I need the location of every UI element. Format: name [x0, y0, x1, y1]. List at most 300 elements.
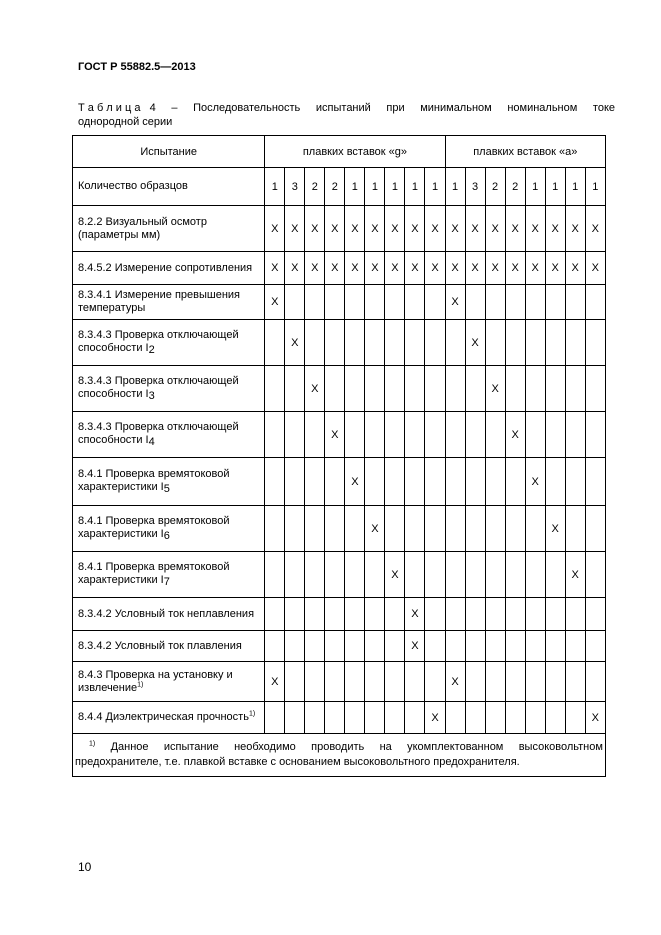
table-cell	[325, 598, 345, 631]
test-name-cell	[73, 631, 265, 662]
table-cell	[345, 598, 365, 631]
test-name: 8.4.1 Проверка времятоковой характеристики I	[78, 467, 230, 493]
test-name-cell	[73, 552, 265, 598]
table-cell	[385, 662, 405, 702]
caption-dash: –	[171, 102, 178, 114]
table-cell	[425, 458, 445, 506]
table-cell	[365, 631, 385, 662]
test-name-cell	[73, 702, 265, 734]
table-cell	[445, 366, 465, 412]
table-cell	[485, 506, 505, 552]
table-cell	[465, 598, 485, 631]
table-cell	[565, 506, 585, 552]
table-cell	[545, 702, 565, 734]
table-cell	[405, 702, 425, 734]
current-index: 7	[163, 575, 170, 588]
table-cell	[445, 320, 465, 366]
table-cell	[545, 458, 565, 506]
table-cell	[265, 412, 285, 458]
table-cell	[425, 631, 445, 662]
table-cell	[345, 662, 365, 702]
table-cell	[365, 458, 385, 506]
table-cell	[465, 412, 485, 458]
table-cell	[425, 662, 445, 702]
test-mark-cell: X	[405, 598, 425, 631]
table-cell: 1	[545, 168, 565, 206]
table-cell	[585, 631, 605, 662]
table-row	[73, 366, 606, 412]
table-cell	[405, 552, 425, 598]
header-group-g: плавких вставок «g»	[265, 136, 445, 168]
test-mark-cell: X	[425, 252, 445, 285]
table-cell: 2	[325, 168, 345, 206]
table-cell	[565, 320, 585, 366]
table-cell	[325, 506, 345, 552]
table-cell	[365, 285, 385, 320]
table-cell	[425, 366, 445, 412]
table-cell	[405, 458, 425, 506]
caption-word: номинальном	[507, 102, 578, 114]
test-mark-cell: X	[565, 552, 585, 598]
table-cell	[505, 552, 525, 598]
table-cell	[585, 285, 605, 320]
test-mark-cell: X	[565, 252, 585, 285]
test-mark-cell: X	[285, 206, 305, 252]
test-mark-cell: X	[485, 252, 505, 285]
table-cell	[565, 662, 585, 702]
table-cell	[425, 412, 445, 458]
test-mark-cell: X	[585, 252, 605, 285]
test-mark-cell: X	[505, 412, 525, 458]
table-cell	[345, 702, 365, 734]
table-cell	[265, 320, 285, 366]
test-name: 8.4.4 Диэлектрическая прочность	[78, 711, 249, 723]
table-cell: 1	[405, 168, 425, 206]
test-name-cell	[73, 662, 265, 702]
test-mark-cell: X	[405, 631, 425, 662]
table-cell	[425, 506, 445, 552]
table-cell	[525, 320, 545, 366]
table-cell: 1	[565, 168, 585, 206]
table-cell	[405, 320, 425, 366]
table-cell	[285, 458, 305, 506]
footnote-word: высоковольтном	[518, 741, 603, 753]
table-cell	[525, 702, 545, 734]
test-name: 8.3.4.2 Условный ток неплавления	[78, 607, 255, 620]
test-mark-cell: X	[285, 252, 305, 285]
caption-label: Т а б л и ц а 4	[78, 102, 156, 114]
table-cell	[385, 631, 405, 662]
table-cell	[285, 506, 305, 552]
table-cell: 2	[305, 168, 325, 206]
table-cell	[585, 662, 605, 702]
table-cell	[445, 631, 465, 662]
table-cell	[345, 552, 365, 598]
table-cell	[265, 631, 285, 662]
table-cell: 1	[345, 168, 365, 206]
test-mark-cell: X	[305, 252, 325, 285]
test-mark-cell: X	[405, 206, 425, 252]
table-cell	[345, 631, 365, 662]
table-cell: 1	[525, 168, 545, 206]
test-mark-cell: X	[485, 206, 505, 252]
table-cell	[545, 631, 565, 662]
current-index: 4	[148, 435, 155, 448]
footnote-word: испытание	[163, 741, 219, 753]
table-cell	[325, 552, 345, 598]
test-name-cell	[73, 366, 265, 412]
table-cell	[445, 702, 465, 734]
test-mark-cell: X	[465, 320, 485, 366]
table-cell	[505, 506, 525, 552]
footnote-line-2: предохранителе, т.е. плавкой вставке с основанием высоковольтного предохранителя.	[75, 756, 520, 768]
table-cell	[525, 552, 545, 598]
table-cell	[485, 631, 505, 662]
test-mark-cell: X	[565, 206, 585, 252]
test-mark-cell: X	[485, 366, 505, 412]
test-name: 8.4.1 Проверка времятоковой характеристики I	[78, 560, 230, 586]
table-cell	[565, 631, 585, 662]
test-mark-cell: X	[365, 252, 385, 285]
table-cell	[305, 458, 325, 506]
table-cell	[565, 702, 585, 734]
table-cell	[585, 320, 605, 366]
table-cell	[305, 552, 325, 598]
table-cell	[525, 506, 545, 552]
caption-word: при	[386, 102, 405, 114]
table-cell	[485, 662, 505, 702]
table-cell	[385, 506, 405, 552]
footnote	[73, 734, 606, 777]
table-cell	[305, 598, 325, 631]
table-cell	[465, 552, 485, 598]
test-mark-cell: X	[445, 252, 465, 285]
test-mark-cell: X	[585, 702, 605, 734]
test-name: 8.4.1 Проверка времятоковой характеристики I	[78, 514, 230, 540]
test-mark-cell: X	[265, 252, 285, 285]
test-name: 8.3.4.3 Проверка отключающей способности I	[78, 374, 239, 400]
table-cell	[405, 366, 425, 412]
table-cell	[285, 285, 305, 320]
test-mark-cell: X	[585, 206, 605, 252]
table-row	[73, 206, 606, 252]
test-mark-cell: X	[525, 206, 545, 252]
table-cell	[585, 506, 605, 552]
test-name-cell	[73, 458, 265, 506]
table-row	[73, 506, 606, 552]
test-name-cell	[73, 320, 265, 366]
table-cell: 1	[445, 168, 465, 206]
caption-word: минимальном	[420, 102, 492, 114]
test-mark-cell: X	[445, 206, 465, 252]
table-cell	[285, 366, 305, 412]
table-cell	[305, 702, 325, 734]
test-mark-cell: X	[345, 206, 365, 252]
table-cell	[585, 598, 605, 631]
table-cell	[285, 598, 305, 631]
footnote-word: необходимо	[234, 741, 296, 753]
test-mark-cell: X	[405, 252, 425, 285]
test-mark-cell: X	[445, 662, 465, 702]
table-cell	[405, 285, 425, 320]
table-cell	[385, 458, 405, 506]
table-cell	[465, 662, 485, 702]
table-cell	[585, 366, 605, 412]
table-cell	[345, 506, 365, 552]
footnote-word: Данное	[110, 741, 149, 753]
test-mark-cell: X	[285, 320, 305, 366]
table-cell	[305, 662, 325, 702]
table-cell	[305, 506, 325, 552]
table-cell	[405, 662, 425, 702]
test-mark-cell: X	[265, 662, 285, 702]
test-name-cell	[73, 598, 265, 631]
test-mark-cell: X	[545, 506, 565, 552]
table-cell	[385, 366, 405, 412]
table-cell	[465, 631, 485, 662]
table-cell	[465, 366, 485, 412]
table-cell	[485, 412, 505, 458]
test-mark-cell: X	[345, 252, 365, 285]
table-cell	[345, 320, 365, 366]
table-cell	[545, 320, 565, 366]
test-mark-cell: X	[265, 206, 285, 252]
table-cell	[485, 458, 505, 506]
table-cell	[565, 285, 585, 320]
table-row	[73, 631, 606, 662]
table-cell	[565, 458, 585, 506]
table-cell	[465, 285, 485, 320]
test-name-cell	[73, 285, 265, 320]
table-cell	[285, 631, 305, 662]
table-row	[73, 552, 606, 598]
table-cell	[485, 320, 505, 366]
standard-designation: ГОСТ Р 55882.5—2013	[78, 61, 196, 73]
test-name: 8.3.4.2 Условный ток плавления	[78, 639, 242, 652]
table-row	[73, 702, 606, 734]
table-cell	[425, 320, 445, 366]
table-cell	[505, 366, 525, 412]
current-index: 3	[148, 389, 155, 402]
table-cell	[585, 412, 605, 458]
table-cell	[405, 412, 425, 458]
test-name: 8.3.4.1 Измерение превышения температуры	[78, 289, 241, 314]
table-cell	[525, 662, 545, 702]
footnote-mark: 1)	[89, 740, 96, 748]
table-cell	[485, 598, 505, 631]
current-index: 5	[163, 482, 170, 495]
table-cell	[325, 285, 345, 320]
caption-line-2: однородной серии	[78, 116, 173, 128]
footnote-ref: 1)	[248, 710, 256, 718]
table-cell	[585, 552, 605, 598]
test-mark-cell: X	[385, 252, 405, 285]
table-cell	[545, 662, 565, 702]
table-cell	[425, 285, 445, 320]
table-cell	[545, 285, 565, 320]
table-cell	[445, 506, 465, 552]
table-cell	[325, 320, 345, 366]
table-cell	[545, 552, 565, 598]
table-cell	[505, 702, 525, 734]
test-name-cell	[73, 206, 265, 252]
table-cell	[565, 366, 585, 412]
table-cell	[385, 702, 405, 734]
test-name: Количество образцов	[78, 180, 188, 192]
test-name-cell	[73, 506, 265, 552]
table-cell	[525, 366, 545, 412]
table-row	[73, 320, 606, 366]
table-cell	[445, 598, 465, 631]
table-cell	[505, 458, 525, 506]
test-mark-cell: X	[525, 458, 545, 506]
table-cell: 1	[425, 168, 445, 206]
footnote-word: проводить	[311, 741, 365, 753]
table-cell: 3	[285, 168, 305, 206]
table-cell	[325, 662, 345, 702]
test-mark-cell: X	[385, 552, 405, 598]
table-cell	[265, 366, 285, 412]
table-cell	[305, 412, 325, 458]
table-cell	[525, 285, 545, 320]
test-sequence-table	[72, 135, 606, 777]
table-cell	[265, 552, 285, 598]
test-mark-cell: X	[385, 206, 405, 252]
table-cell	[505, 285, 525, 320]
table-row	[73, 252, 606, 285]
table-cell	[565, 412, 585, 458]
table-cell	[265, 702, 285, 734]
test-mark-cell: X	[305, 206, 325, 252]
table-cell	[285, 662, 305, 702]
table-row	[73, 168, 606, 206]
table-cell	[485, 552, 505, 598]
table-row	[73, 412, 606, 458]
test-name: 8.2.2 Визуальный осмотр (параметры мм)	[78, 215, 207, 241]
table-cell	[465, 702, 485, 734]
table-cell	[385, 598, 405, 631]
table-cell	[405, 506, 425, 552]
table-cell	[345, 285, 365, 320]
table-cell	[565, 598, 585, 631]
test-name: 8.4.5.2 Измерение сопротивления	[78, 261, 253, 274]
table-cell	[365, 552, 385, 598]
table-cell	[445, 458, 465, 506]
table-cell	[385, 412, 405, 458]
footnote-row	[73, 734, 606, 777]
table-cell	[285, 412, 305, 458]
table-cell	[345, 366, 365, 412]
table-cell	[425, 552, 445, 598]
page-number: 10	[78, 860, 92, 874]
table-cell	[545, 412, 565, 458]
table-row	[73, 598, 606, 631]
table-cell	[345, 412, 365, 458]
test-mark-cell: X	[525, 252, 545, 285]
table-cell	[305, 320, 325, 366]
table-row	[73, 458, 606, 506]
footnote-ref: 1)	[137, 680, 144, 688]
header-test: Испытание	[73, 136, 265, 168]
table-cell	[505, 598, 525, 631]
header-group-a: плавких вставок «a»	[445, 136, 605, 168]
test-mark-cell: X	[325, 412, 345, 458]
table-cell	[425, 598, 445, 631]
table-cell	[265, 598, 285, 631]
test-mark-cell: X	[445, 285, 465, 320]
test-mark-cell: X	[305, 366, 325, 412]
test-mark-cell: X	[365, 506, 385, 552]
test-name-cell	[73, 168, 265, 206]
test-mark-cell: X	[545, 206, 565, 252]
table-cell	[285, 552, 305, 598]
table-cell: 1	[585, 168, 605, 206]
table-cell	[365, 366, 385, 412]
table-cell	[305, 285, 325, 320]
current-index: 2	[148, 343, 155, 356]
table-cell	[265, 458, 285, 506]
test-mark-cell: X	[465, 206, 485, 252]
table-row	[73, 285, 606, 320]
test-mark-cell: X	[505, 252, 525, 285]
table-cell	[465, 506, 485, 552]
test-mark-cell: X	[425, 702, 445, 734]
table-cell	[545, 598, 565, 631]
table-cell	[445, 412, 465, 458]
table-cell	[525, 412, 545, 458]
table-header-row	[73, 136, 606, 168]
test-mark-cell: X	[545, 252, 565, 285]
table-cell	[305, 631, 325, 662]
test-name: 8.3.4.3 Проверка отключающей способности I	[78, 328, 239, 354]
table-cell	[365, 702, 385, 734]
table-cell: 2	[505, 168, 525, 206]
table-cell	[525, 598, 545, 631]
test-mark-cell: X	[345, 458, 365, 506]
table-cell	[265, 506, 285, 552]
table-cell	[325, 366, 345, 412]
test-name-cell	[73, 252, 265, 285]
footnote-word: на	[379, 741, 392, 753]
table-cell: 2	[485, 168, 505, 206]
caption-word: испытаний	[315, 102, 371, 114]
table-caption	[78, 101, 615, 129]
test-mark-cell: X	[365, 206, 385, 252]
caption-word: Последовательность	[193, 102, 301, 114]
table-cell	[365, 598, 385, 631]
table-cell	[325, 702, 345, 734]
table-cell: 1	[265, 168, 285, 206]
test-mark-cell: X	[505, 206, 525, 252]
test-name: 8.3.4.3 Проверка отключающей способности I	[78, 420, 239, 446]
table-cell	[285, 702, 305, 734]
table-cell	[385, 320, 405, 366]
table-cell	[325, 458, 345, 506]
current-index: 6	[163, 529, 170, 542]
table-cell	[525, 631, 545, 662]
caption-word: токе	[592, 102, 615, 114]
test-name-cell	[73, 412, 265, 458]
test-name: 8.4.3 Проверка на установку и извлечение	[78, 668, 233, 694]
table-cell	[505, 662, 525, 702]
table-cell	[385, 285, 405, 320]
table-cell	[365, 320, 385, 366]
table-cell	[325, 631, 345, 662]
table-cell	[445, 552, 465, 598]
table-cell: 1	[365, 168, 385, 206]
table-row	[73, 662, 606, 702]
test-mark-cell: X	[425, 206, 445, 252]
